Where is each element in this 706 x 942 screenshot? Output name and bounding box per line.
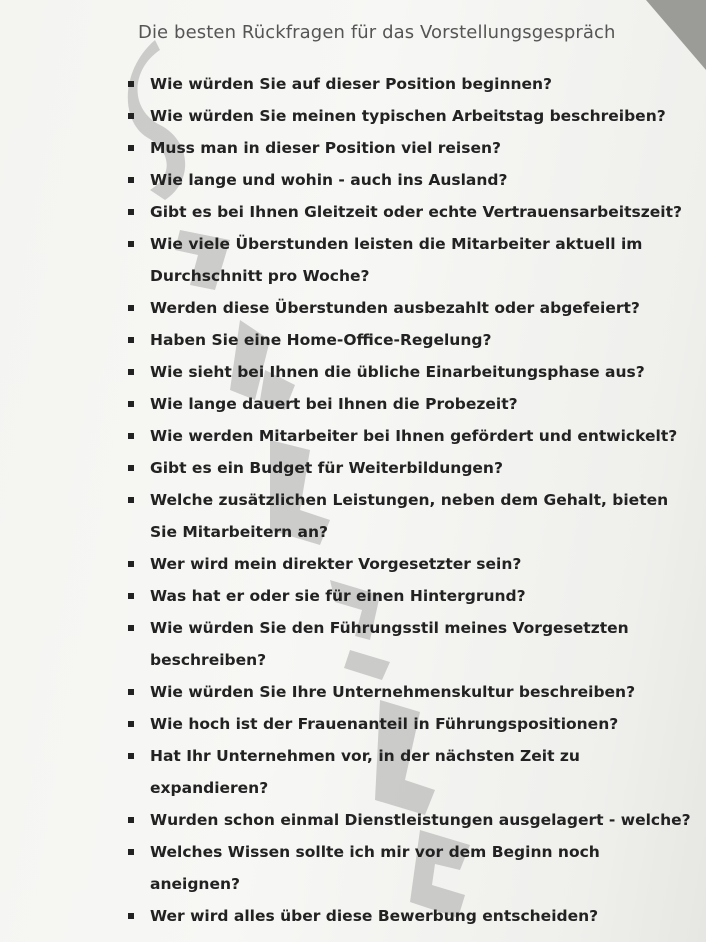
page-title: Die besten Rückfragen für das Vorstellungsgespräch [138,22,616,43]
square-bullet-icon [128,593,134,599]
question-text-line: Wie würden Sie Ihre Unternehmenskultur beschreiben? [150,683,636,701]
square-bullet-icon [128,209,134,215]
list-item [128,548,688,580]
question-text-line: Wie würden Sie den Führungsstil meines Vorgesetzten [150,619,629,637]
question-text-line: Hat Ihr Unternehmen vor, in der nächsten Zeit zu [150,747,580,765]
list-item [128,740,688,804]
square-bullet-icon [128,913,134,919]
square-bullet-icon [128,849,134,855]
question-text-line: Wie lange und wohin - auch ins Ausland? [150,171,508,189]
list-item [128,836,688,900]
square-bullet-icon [128,753,134,759]
square-bullet-icon [128,433,134,439]
square-bullet-icon [128,497,134,503]
question-text-line: Durchschnitt pro Woche? [150,267,370,285]
list-item [128,196,688,228]
question-text-line: Wie sieht bei Ihnen die übliche Einarbeitungsphase aus? [150,363,645,381]
question-text-line: Gibt es bei Ihnen Gleitzeit oder echte Vertrauensarbeitszeit? [150,203,682,221]
question-text-line: Wer wird mein direkter Vorgesetzter sein? [150,555,522,573]
question-text-line: Gibt es ein Budget für Weiterbildungen? [150,459,503,477]
question-text-line: Wie würden Sie auf dieser Position beginnen? [150,75,553,93]
list-item [128,356,688,388]
list-item [128,452,688,484]
question-text-line: Wer wird alles über diese Bewerbung entscheiden? [150,907,599,925]
list-item [128,100,688,132]
question-text-line: Welche zusätzlichen Leistungen, neben dem Gehalt, bieten [150,491,669,509]
square-bullet-icon [128,113,134,119]
list-item [128,132,688,164]
question-text-line: Wie würden Sie meinen typischen Arbeitstag beschreiben? [150,107,666,125]
page-corner-shadow [646,0,706,70]
list-item [128,612,688,676]
question-list [128,68,691,932]
list-item [128,900,688,932]
list-item [128,164,688,196]
question-text-line: beschreiben? [150,651,267,669]
question-text-line: Wie hoch ist der Frauenanteil in Führungspositionen? [150,715,619,733]
list-item [128,420,688,452]
question-text-line: Sie Mitarbeitern an? [150,523,329,541]
question-text-line: Wie viele Überstunden leisten die Mitarbeiter aktuell im [150,235,643,253]
square-bullet-icon [128,401,134,407]
square-bullet-icon [128,369,134,375]
list-item [128,228,688,292]
square-bullet-icon [128,305,134,311]
question-text-line: Haben Sie eine Home-Office-Regelung? [150,331,492,349]
list-item [128,388,688,420]
question-text-line: Wurden schon einmal Dienstleistungen ausgelagert - welche? [150,811,691,829]
question-text-line: Wie werden Mitarbeiter bei Ihnen gefördert und entwickelt? [150,427,678,445]
question-text-line: expandieren? [150,779,269,797]
question-text-line: aneignen? [150,875,240,893]
square-bullet-icon [128,561,134,567]
square-bullet-icon [128,241,134,247]
square-bullet-icon [128,337,134,343]
question-text-line: Muss man in dieser Position viel reisen? [150,139,502,157]
question-text-line: Was hat er oder sie für einen Hintergrund? [150,587,526,605]
square-bullet-icon [128,465,134,471]
square-bullet-icon [128,177,134,183]
square-bullet-icon [128,721,134,727]
square-bullet-icon [128,817,134,823]
list-item [128,292,688,324]
square-bullet-icon [128,625,134,631]
list-item [128,708,688,740]
list-item [128,804,691,836]
square-bullet-icon [128,81,134,87]
list-item [128,676,688,708]
list-item [128,484,688,548]
question-text-line: Wie lange dauert bei Ihnen die Probezeit? [150,395,518,413]
question-text-line: Werden diese Überstunden ausbezahlt oder abgefeiert? [150,299,640,317]
square-bullet-icon [128,145,134,151]
list-item [128,324,688,356]
square-bullet-icon [128,689,134,695]
list-item [128,580,688,612]
list-item [128,68,688,100]
question-text-line: Welches Wissen sollte ich mir vor dem Beginn noch [150,843,600,861]
